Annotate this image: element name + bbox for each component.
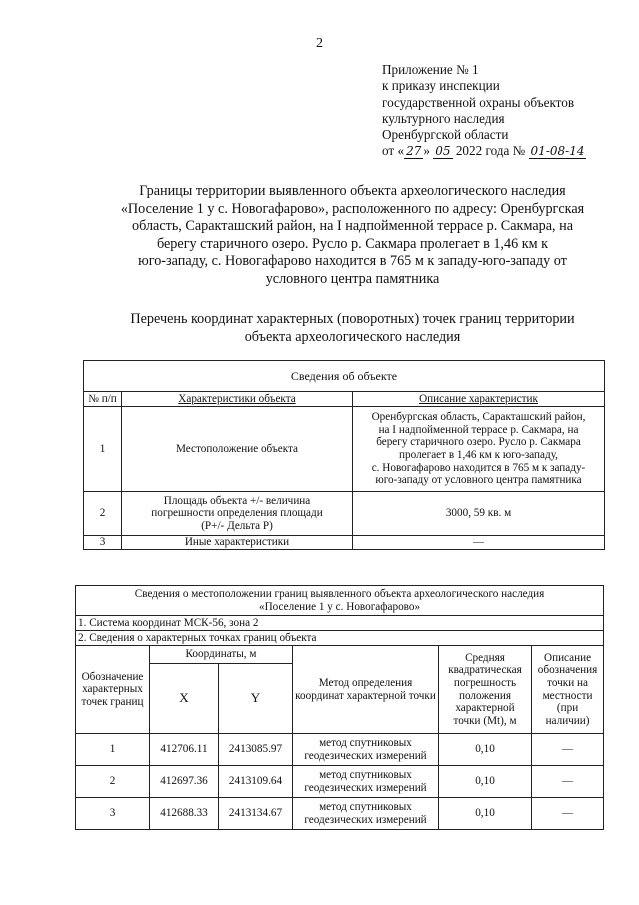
description-line: Оренбургская область, Саракташский район, bbox=[371, 411, 586, 424]
appendix-line: государственной охраны объектов bbox=[382, 94, 575, 110]
header-x: X bbox=[150, 664, 219, 734]
characteristic-line: Площадь объекта +/- величина bbox=[163, 494, 311, 507]
coord-x: 412706.11 bbox=[150, 734, 219, 766]
point-description: — bbox=[532, 766, 604, 798]
table-row bbox=[84, 536, 605, 550]
boundary-coordinates-table bbox=[75, 585, 604, 830]
subtitle-line: Перечень координат характерных (поворотных) точек границ территории bbox=[130, 311, 575, 327]
coord-y: 2413134.67 bbox=[219, 798, 293, 830]
description-line: пролегает в 1,46 км к юго-западу, bbox=[399, 449, 558, 461]
row-num: 1 bbox=[84, 407, 122, 492]
handwritten-order-number: 01-08-14 bbox=[530, 144, 585, 159]
description-line: юго-западу от условного центра памятника bbox=[375, 474, 582, 487]
title-line: условного центра памятника bbox=[265, 270, 440, 287]
row-num: 3 bbox=[84, 536, 122, 550]
subtitle-line: объекта археологического наследия bbox=[244, 328, 461, 345]
date-year: 2022 года № bbox=[455, 143, 526, 159]
point-id: 3 bbox=[76, 798, 150, 830]
title-line: «Поселение 1 у с. Новогафарово», расположенного по адресу: Оренбургская bbox=[120, 200, 585, 217]
document-subtitle bbox=[90, 311, 615, 346]
table-row bbox=[84, 407, 605, 492]
coord-y: 2413109.64 bbox=[219, 766, 293, 798]
title-line: область, Саракташский район, на I надпойменной террасе р. Сакмара, на bbox=[131, 218, 573, 234]
point-description: — bbox=[532, 798, 604, 830]
characteristic-line: погрешности определения площади bbox=[151, 507, 323, 520]
header-designation: Обозначение характерных точек границ bbox=[76, 646, 150, 734]
mt-error: 0,10 bbox=[439, 798, 532, 830]
row-characteristic: Местоположение объекта bbox=[122, 407, 353, 492]
header-point-description: Описание обозначения точки на местности (при наличии) bbox=[532, 646, 604, 734]
document-title bbox=[90, 183, 615, 288]
title-line: юго-западу, с. Новогафарово находится в 765 м к западу-юго-западу от bbox=[138, 253, 567, 269]
header-error: Средняя квадратическая погрешность положения характерной точки (Mt), м bbox=[439, 646, 532, 734]
header-coordinates: Координаты, м bbox=[150, 646, 293, 664]
header-y: Y bbox=[219, 664, 293, 734]
coord-x: 412697.36 bbox=[150, 766, 219, 798]
boundary-table-caption bbox=[76, 586, 604, 616]
header-method: Метод определения координат характерной точки bbox=[293, 646, 439, 734]
coord-y: 2413085.97 bbox=[219, 734, 293, 766]
header-description: Описание характеристик bbox=[353, 392, 605, 407]
title-line: берегу старичного озеро. Русло р. Сакмара пролегает в 1,46 км к bbox=[156, 235, 549, 252]
date-mid: » bbox=[423, 143, 430, 159]
point-description: — bbox=[532, 734, 604, 766]
row-description: — bbox=[353, 536, 605, 550]
table-row bbox=[76, 766, 604, 798]
table-row bbox=[76, 798, 604, 830]
date-prefix: от « bbox=[382, 143, 405, 159]
coordinate-system-section: 1. Система координат МСК-56, зона 2 bbox=[76, 616, 604, 631]
method: метод спутниковых геодезических измерений bbox=[293, 734, 439, 766]
table-row bbox=[84, 492, 605, 536]
page-number: 2 bbox=[316, 36, 323, 51]
coord-x: 412688.33 bbox=[150, 798, 219, 830]
handwritten-day: 27 bbox=[406, 144, 422, 159]
handwritten-month: 05 bbox=[435, 144, 451, 159]
method: метод спутниковых геодезических измерений bbox=[293, 766, 439, 798]
points-section: 2. Сведения о характерных точках границ объекта bbox=[76, 631, 604, 646]
caption-line: Сведения о местоположении границ выявленного объекта археологического наследия bbox=[134, 587, 545, 600]
object-info-table bbox=[83, 360, 605, 550]
appendix-line: Приложение № 1 bbox=[382, 62, 479, 77]
order-date-line bbox=[382, 143, 632, 159]
description-line: на I надпойменной террасе р. Сакмара, на bbox=[378, 423, 579, 436]
appendix-line: Оренбургской области bbox=[382, 127, 509, 143]
header-characteristic: Характеристики объекта bbox=[122, 392, 353, 407]
row-description bbox=[353, 407, 605, 492]
description-line: с. Новогафарово находится в 765 м к западу- bbox=[371, 461, 586, 474]
table-row bbox=[76, 734, 604, 766]
characteristic-line: (P+/- Дельта P) bbox=[201, 519, 273, 532]
mt-error: 0,10 bbox=[439, 766, 532, 798]
appendix-block bbox=[382, 62, 632, 160]
header-num: № п/п bbox=[84, 392, 122, 407]
point-id: 2 bbox=[76, 766, 150, 798]
point-id: 1 bbox=[76, 734, 150, 766]
caption-line: «Поселение 1 у с. Новогафарово» bbox=[259, 600, 421, 613]
row-characteristic bbox=[122, 492, 353, 536]
mt-error: 0,10 bbox=[439, 734, 532, 766]
row-description: 3000, 59 кв. м bbox=[353, 492, 605, 536]
method: метод спутниковых геодезических измерений bbox=[293, 798, 439, 830]
appendix-line: культурного наследия bbox=[382, 110, 505, 126]
appendix-line: к приказу инспекции bbox=[382, 78, 500, 94]
description-line: берегу старичного озеро. Русло р. Сакмара bbox=[376, 436, 581, 449]
row-characteristic: Иные характеристики bbox=[122, 536, 353, 550]
object-table-caption: Сведения об объекте bbox=[84, 361, 605, 392]
title-line: Границы территории выявленного объекта археологического наследия bbox=[139, 183, 566, 199]
row-num: 2 bbox=[84, 492, 122, 536]
